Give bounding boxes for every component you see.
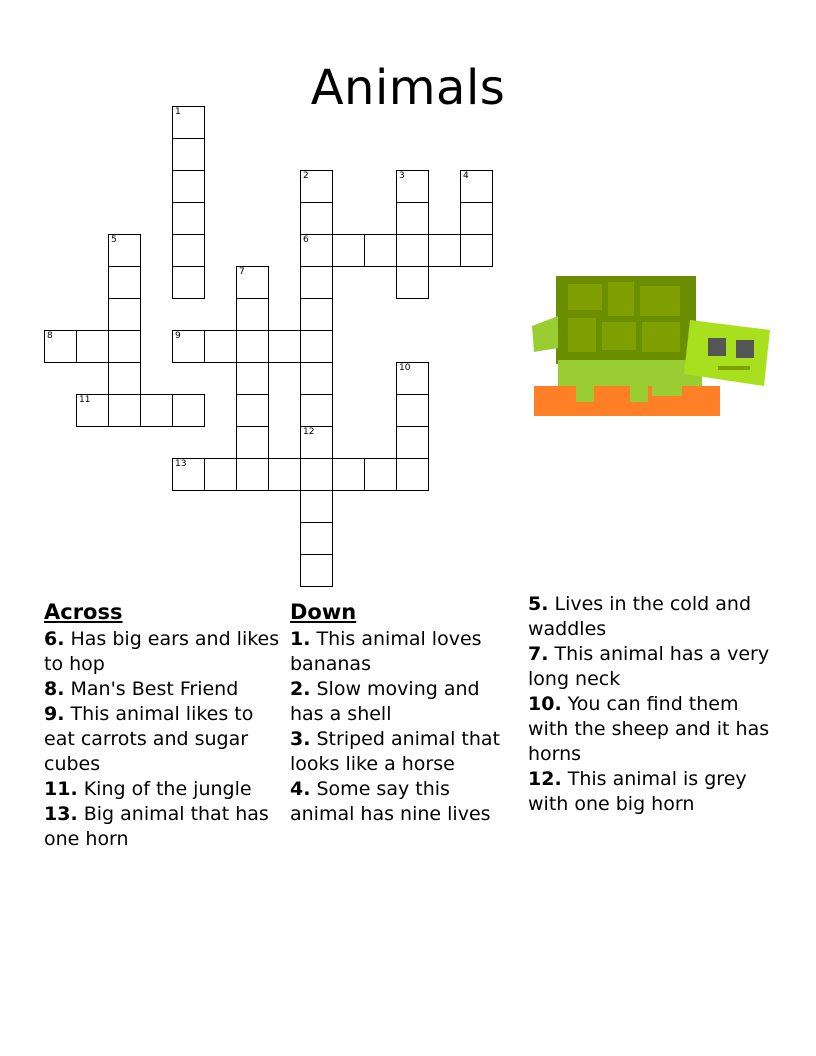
ground-bar [534, 386, 720, 416]
crossword-cell[interactable] [172, 138, 205, 171]
crossword-cell[interactable] [332, 234, 365, 267]
crossword-cell[interactable] [108, 330, 141, 363]
cell-number: 1 [175, 107, 181, 117]
crossword-cell[interactable] [300, 394, 333, 427]
clue-down-3 [290, 727, 510, 777]
crossword-cell[interactable] [300, 234, 333, 267]
clue-text: Some say this animal has nine lives [290, 778, 491, 825]
crossword-cell[interactable] [428, 234, 461, 267]
cell-number: 3 [399, 171, 405, 181]
crossword-cell[interactable] [172, 202, 205, 235]
crossword-cell[interactable] [236, 266, 269, 299]
clue-down-4 [290, 777, 510, 827]
crossword-cell[interactable] [364, 458, 397, 491]
crossword-cell[interactable] [236, 298, 269, 331]
clue-text: Striped animal that looks like a horse [290, 728, 500, 775]
clue-text: This animal has a very long neck [528, 643, 770, 690]
clue-down-5 [528, 592, 778, 642]
clue-text: Big animal that has one horn [44, 803, 269, 850]
crossword-cell[interactable] [300, 458, 333, 491]
crossword-cell[interactable] [300, 426, 333, 459]
eye-left [708, 338, 726, 356]
clue-down-2 [290, 677, 510, 727]
crossword-cell[interactable] [172, 106, 205, 139]
crossword-cell[interactable] [364, 234, 397, 267]
crossword-cell[interactable] [236, 426, 269, 459]
crossword-cell[interactable] [172, 330, 205, 363]
clue-text: This animal is grey with one big horn [528, 768, 747, 815]
crossword-cell[interactable] [204, 330, 237, 363]
cell-number: 2 [303, 171, 309, 181]
crossword-cell[interactable] [236, 330, 269, 363]
crossword-cell[interactable] [396, 426, 429, 459]
clue-number: 2. [290, 678, 311, 700]
crossword-cell[interactable] [236, 458, 269, 491]
clue-down-10 [528, 692, 778, 767]
clue-text: Slow moving and has a shell [290, 678, 480, 725]
crossword-cell[interactable] [396, 362, 429, 395]
crossword-cell[interactable] [300, 202, 333, 235]
tail [532, 316, 558, 352]
down-heading: Down [290, 600, 357, 624]
down-clues-column [290, 600, 510, 827]
clue-text: King of the jungle [83, 778, 252, 800]
cell-number: 7 [239, 267, 245, 277]
clue-number: 11. [44, 778, 78, 800]
clue-text: Man's Best Friend [70, 678, 239, 700]
crossword-cell[interactable] [236, 362, 269, 395]
crossword-cell[interactable] [108, 394, 141, 427]
crossword-cell[interactable] [300, 490, 333, 523]
crossword-cell[interactable] [396, 266, 429, 299]
leg-back [630, 380, 648, 402]
crossword-cell[interactable] [300, 522, 333, 555]
clue-text: This animal loves bananas [290, 628, 482, 675]
cell-number: 10 [399, 363, 411, 373]
clue-number: 3. [290, 728, 311, 750]
across-clues-column [44, 600, 284, 852]
clue-text: Lives in the cold and waddles [528, 593, 752, 640]
cell-number: 9 [175, 331, 181, 341]
clue-number: 8. [44, 678, 65, 700]
crossword-cell[interactable] [460, 234, 493, 267]
crossword-cell[interactable] [108, 234, 141, 267]
crossword-cell[interactable] [172, 170, 205, 203]
crossword-cell[interactable] [396, 394, 429, 427]
crossword-grid[interactable] [44, 106, 514, 596]
crossword-cell[interactable] [396, 458, 429, 491]
cell-number: 11 [79, 395, 91, 405]
crossword-cell[interactable] [300, 170, 333, 203]
crossword-cell[interactable] [76, 394, 109, 427]
across-heading: Across [44, 600, 123, 624]
clue-number: 5. [528, 593, 549, 615]
clue-text: This animal likes to eat carrots and sugar cubes [44, 703, 254, 775]
clue-number: 9. [44, 703, 65, 725]
crossword-cell[interactable] [300, 554, 333, 587]
clue-text: You can find them with the sheep and it has horns [528, 693, 770, 765]
crossword-cell[interactable] [268, 458, 301, 491]
crossword-cell[interactable] [140, 394, 173, 427]
clue-number: 4. [290, 778, 311, 800]
crossword-cell[interactable] [236, 394, 269, 427]
crossword-cell[interactable] [460, 202, 493, 235]
clue-number: 1. [290, 628, 311, 650]
crossword-cell[interactable] [172, 394, 205, 427]
turtle-illustration [532, 268, 772, 428]
crossword-cell[interactable] [460, 170, 493, 203]
clue-number: 10. [528, 693, 562, 715]
crossword-cell[interactable] [396, 202, 429, 235]
crossword-cell[interactable] [172, 458, 205, 491]
cell-number: 4 [463, 171, 469, 181]
page-title: Animals [310, 60, 506, 117]
crossword-cell[interactable] [172, 234, 205, 267]
cell-number: 12 [303, 427, 315, 437]
crossword-cell[interactable] [300, 362, 333, 395]
cell-number: 6 [303, 235, 309, 245]
clue-across-13 [44, 802, 284, 852]
clue-number: 6. [44, 628, 65, 650]
crossword-cell[interactable] [172, 266, 205, 299]
crossword-cell[interactable] [332, 458, 365, 491]
cell-number: 13 [175, 459, 187, 469]
clue-down-1 [290, 627, 510, 677]
cell-number: 5 [111, 235, 117, 245]
clue-number: 7. [528, 643, 549, 665]
crossword-cell[interactable] [268, 330, 301, 363]
crossword-cell[interactable] [300, 298, 333, 331]
clue-across-9 [44, 702, 284, 777]
crossword-cell[interactable] [204, 458, 237, 491]
eye-right [736, 340, 754, 358]
clue-number: 12. [528, 768, 562, 790]
crossword-cell[interactable] [108, 298, 141, 331]
clue-down-12 [528, 767, 778, 817]
clue-across-11 [44, 777, 284, 802]
cell-number: 8 [47, 331, 53, 341]
crossword-cell[interactable] [396, 170, 429, 203]
crossword-cell[interactable] [108, 266, 141, 299]
leg-front [576, 380, 594, 402]
crossword-cell[interactable] [44, 330, 77, 363]
crossword-cell[interactable] [396, 234, 429, 267]
clue-across-6 [44, 627, 284, 677]
crossword-cell[interactable] [300, 266, 333, 299]
clue-across-8 [44, 677, 284, 702]
clue-down-7 [528, 642, 778, 692]
clue-text: Has big ears and likes to hop [44, 628, 280, 675]
crossword-cell[interactable] [108, 362, 141, 395]
clue-number: 13. [44, 803, 78, 825]
down-clues-column-continued [528, 592, 778, 817]
crossword-cell[interactable] [76, 330, 109, 363]
crossword-cell[interactable] [300, 330, 333, 363]
